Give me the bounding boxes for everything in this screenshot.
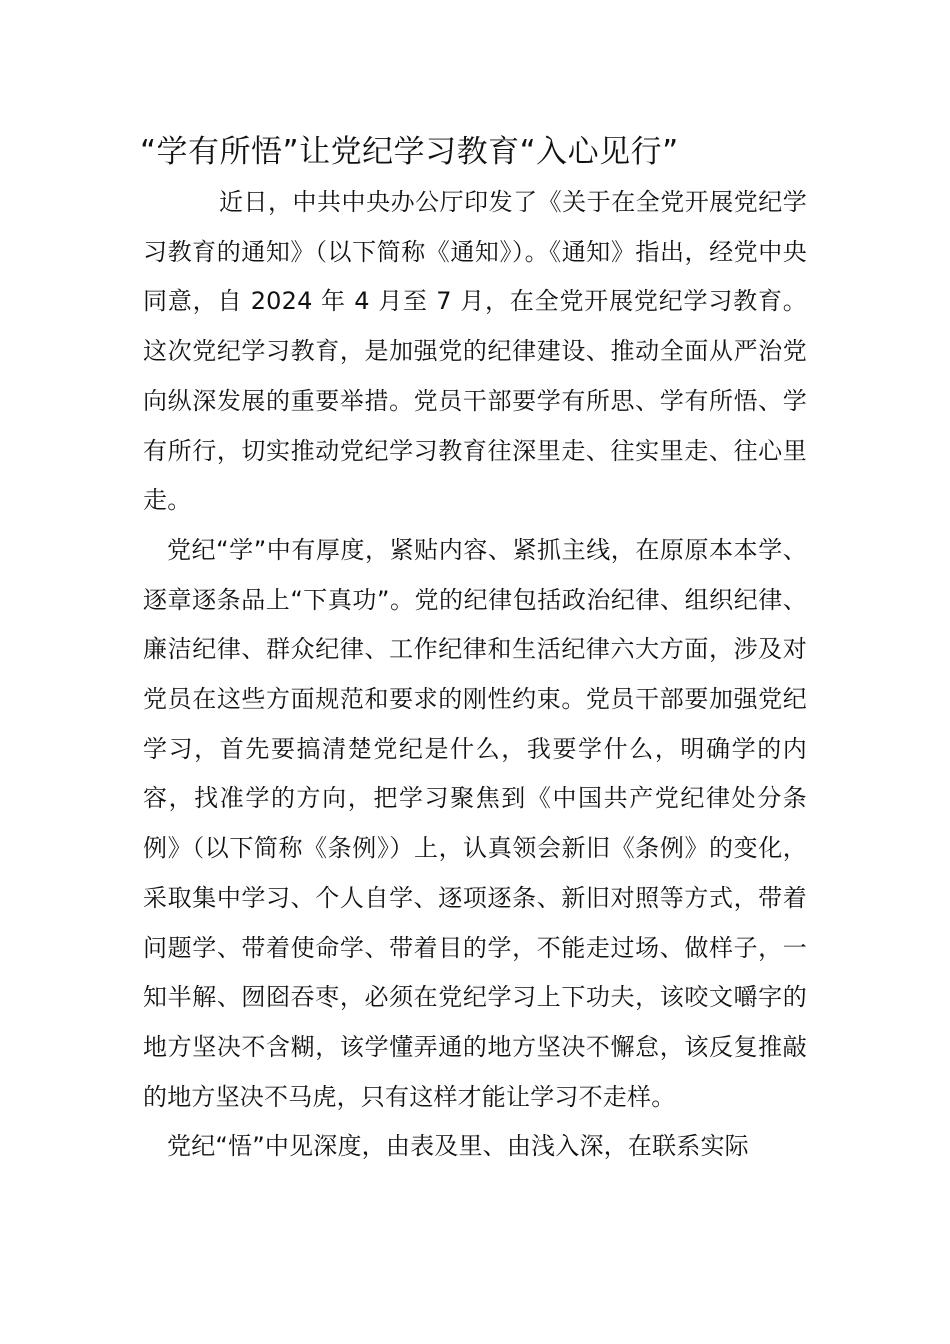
document-title: “学有所悟”让党纪学习教育“入心见行” xyxy=(140,134,679,170)
paragraph-3: 党纪“悟”中见深度，由表及里、由浅入深，在联系实际 xyxy=(167,1132,749,1161)
paragraph-2: 党纪“学”中有厚度，紧贴内容、紧抓主线，在原原本本学、逐章逐条品上“下真功”。党的纪律包括政治纪律、组织纪律、廉洁纪律、群众纪律、工作纪律和生活纪律六大方面，涉及对党员在这些方面规范和要求的刚性约束。党员干部要加强党纪学习，首先要搞清楚党纪是什么，我要学什么，明确学的内容，找准学的方向，把学习聚焦到《中国共产党纪律处分条例》（以下简称《条例》）上，认真领会新旧《条例》的变化，采取集中学习、个人自学、逐项逐条、新旧对照等方式，带着问题学、带着使命学、带着目的学，不能走过场、做样子，一知半解、囫囵吞枣，必须在党纪学习上下功夫，该咬文嚼字的地方坚决不含糊，该学懂弄通的地方坚决不懈怠，该反复推敲的地方坚决不马虎，只有这样才能让学习不走样。 xyxy=(143,535,807,1111)
document-body xyxy=(143,178,807,1172)
paragraph-1: 近日，中共中央办公厅印发了《关于在全党开展党纪学习教育的通知》（以下简称《通知》）。《通知》指出，经党中央同意，自 2024 年 4 月至 7 月，在全党开展党纪学习教育。这次党纪学习教育，是加强党的纪律建设、推动全面从严治党向纵深发展的重要举措。党员干部要学有所思、学有所悟、学有所行，切实推动党纪学习教育往深里走、往实里走、往心里走。 xyxy=(143,188,807,515)
